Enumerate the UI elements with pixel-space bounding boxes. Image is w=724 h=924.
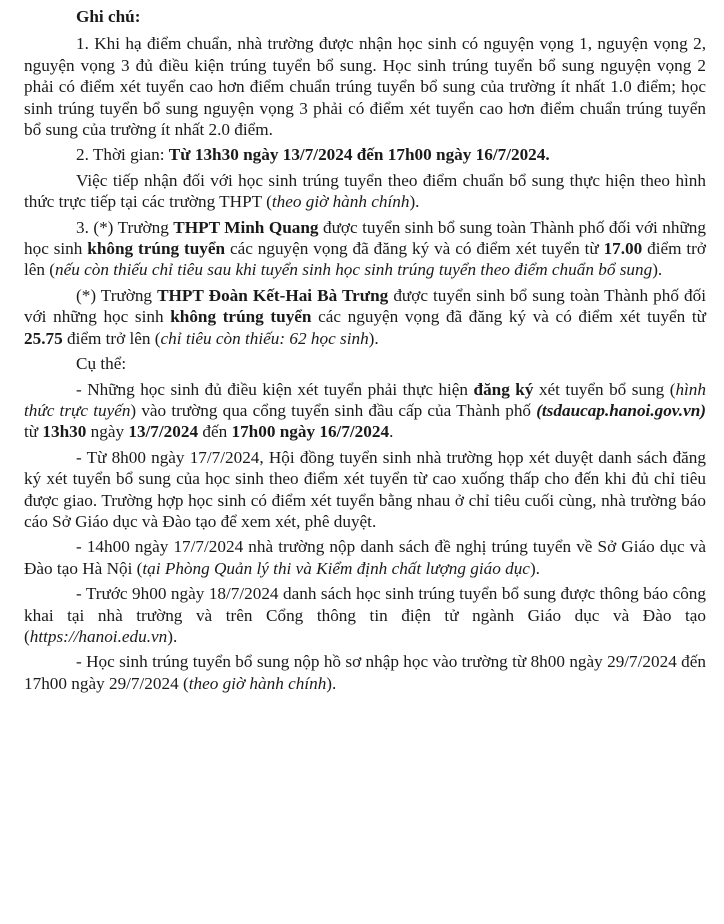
note-1-paragraph [24, 33, 706, 140]
detail-1-online-form: hình thức trực tuyến [24, 379, 706, 420]
note-3a-text-1: 3. (*) Trường [76, 217, 174, 237]
detail-5-office-hours: theo giờ hành chính [188, 673, 327, 693]
note-2-method-text: Việc tiếp nhận đối với học sinh trúng tuyển theo điểm chuẩn bổ sung thực hiện theo hình thức trực tiếp tại các trường THPT ( [24, 170, 706, 212]
note-3a-text-3: các nguyện vọng đã đăng ký và có điểm xét tuyển từ [225, 239, 604, 259]
note-2-time-range: Từ 13h30 ngày 13/7/2024 đến 17h00 ngày 16/7/2024. [168, 145, 550, 165]
detail-1-start-time: 13h30 [42, 422, 87, 442]
detail-1-end-datetime: 17h00 ngày 16/7/2024 [231, 422, 390, 442]
note-3a-condition: nếu còn thiếu chỉ tiêu sau khi tuyển sinh học sinh trúng tuyển theo điểm chuẩn bổ sung [55, 260, 653, 280]
detail-3-text-1: - 14h00 ngày 17/7/2024 nhà trường nộp danh sách đề nghị trúng tuyển về Sở Giáo dục và Đào tạo Hà Nội ( [24, 537, 706, 578]
note-2-method-paragraph [24, 170, 706, 213]
detail-1-text-1: - Những học sinh đủ điều kiện xét tuyển phải thực hiện [76, 379, 474, 399]
detail-2-paragraph [24, 447, 706, 533]
note-2-method-end: ). [409, 192, 420, 212]
detail-1-portal-link: (tsdaucap.hanoi.gov.vn) [536, 400, 706, 420]
note-3b-text-1: (*) Trường [76, 285, 158, 305]
detail-1-text-6: đến [198, 422, 232, 442]
detail-5-text-1: - Học sinh trúng tuyển bổ sung nộp hồ sơ nhập học vào trường từ 8h00 ngày 29/7/2024 đến 17h00 ngày 29/7/2024 ( [24, 652, 706, 693]
detail-1-text-7: . [389, 422, 394, 442]
note-2-time-paragraph [24, 144, 706, 165]
note-2-method-italic: theo giờ hành chính [271, 192, 410, 212]
detail-1-paragraph [24, 379, 706, 443]
detail-1-text-2: xét tuyển bổ sung ( [533, 379, 676, 399]
detail-5-text-2: ). [326, 673, 337, 693]
note-3b-school-name: THPT Đoàn Kết-Hai Bà Trưng [157, 285, 389, 305]
note-3a-text-2: được tuyển sinh bổ sung toàn Thành phố đối với những học sinh [24, 217, 706, 259]
note-3b-text-2: được tuyển sinh bổ sung toàn Thành phố đối với những học sinh [24, 285, 706, 327]
detail-1-text-5: ngày [86, 422, 129, 442]
detail-1-start-date: 13/7/2024 [128, 422, 199, 442]
note-3a-text-4: điểm trở lên ( [24, 239, 706, 280]
note-3b-text-4: điểm trở lên ( [62, 328, 161, 348]
note-3-doan-ket-paragraph [24, 285, 706, 349]
note-3b-text-5: ). [368, 328, 379, 348]
note-3b-score: 25.75 [24, 328, 63, 348]
note-3a-text-5: ). [652, 260, 663, 280]
note-3b-quota: chỉ tiêu còn thiếu: 62 học sinh [160, 328, 369, 348]
detail-3-location: tại Phòng Quản lý thi và Kiểm định chất lượng giáo dục [142, 558, 530, 578]
detail-4-paragraph [24, 583, 706, 647]
notes-heading: Ghi chú: [76, 7, 141, 26]
note-3b-text-3: các nguyện vọng đã đăng ký và có điểm xét tuyển từ [311, 307, 707, 327]
detail-1-text-3: ) vào trường qua cổng tuyển sinh đầu cấp của Thành phố [130, 400, 537, 420]
details-heading: Cụ thể: [76, 354, 127, 374]
note-3a-score: 17.00 [603, 239, 643, 259]
detail-4-text-2: ). [167, 626, 178, 646]
detail-3-text-2: ). [529, 558, 540, 578]
note-2-prefix: 2. Thời gian: [76, 145, 169, 165]
note-3b-not-admitted: không trúng tuyển [170, 307, 312, 327]
note-3-minh-quang-paragraph [24, 217, 706, 281]
detail-5-paragraph [24, 651, 706, 694]
note-3a-not-admitted: không trúng tuyển [87, 239, 226, 259]
detail-4-text-1: - Trước 9h00 ngày 18/7/2024 danh sách học sinh trúng tuyển bổ sung được thông báo công khai tại nhà trường và trên Cổng thông tin điện tử ngành Giáo dục và Đào tạo ( [24, 584, 706, 646]
detail-1-text-4: từ [24, 422, 43, 442]
note-3a-school-name: THPT Minh Quang [173, 217, 319, 237]
detail-2-text: - Từ 8h00 ngày 17/7/2024, Hội đồng tuyển sinh nhà trường họp xét duyệt danh sách đăng ký xét tuyển bổ sung của học sinh theo điểm xét tuyển từ cao xuống thấp cho đến khi đủ chỉ tiêu được giao. Trường hợp học sinh có điểm xét tuyển bằng nhau ở chỉ tiêu cuối cùng, nhà trường báo cáo Sở Giáo dục và Đào tạo để xem xét, phê duyệt. [24, 447, 706, 531]
details-heading-paragraph [24, 353, 706, 374]
detail-3-paragraph [24, 536, 706, 579]
detail-4-website: https://hanoi.edu.vn [29, 626, 168, 646]
note-1-text: 1. Khi hạ điểm chuẩn, nhà trường được nhận học sinh có nguyện vọng 1, nguyện vọng 2, nguyện vọng 3 đủ điều kiện trúng tuyển bổ sung. Học sinh trúng tuyển bổ sung nguyện vọng 2 phải có điểm xét tuyển cao hơn điểm chuẩn trúng tuyển bổ sung của trường ít nhất 1.0 điểm; học sinh trúng tuyển bổ sung nguyện vọng 3 phải có điểm xét tuyển cao hơn điểm chuẩn trúng tuyển bổ sung của trường ít nhất 2.0 điểm. [24, 34, 706, 140]
detail-1-register: đăng ký [473, 379, 534, 399]
